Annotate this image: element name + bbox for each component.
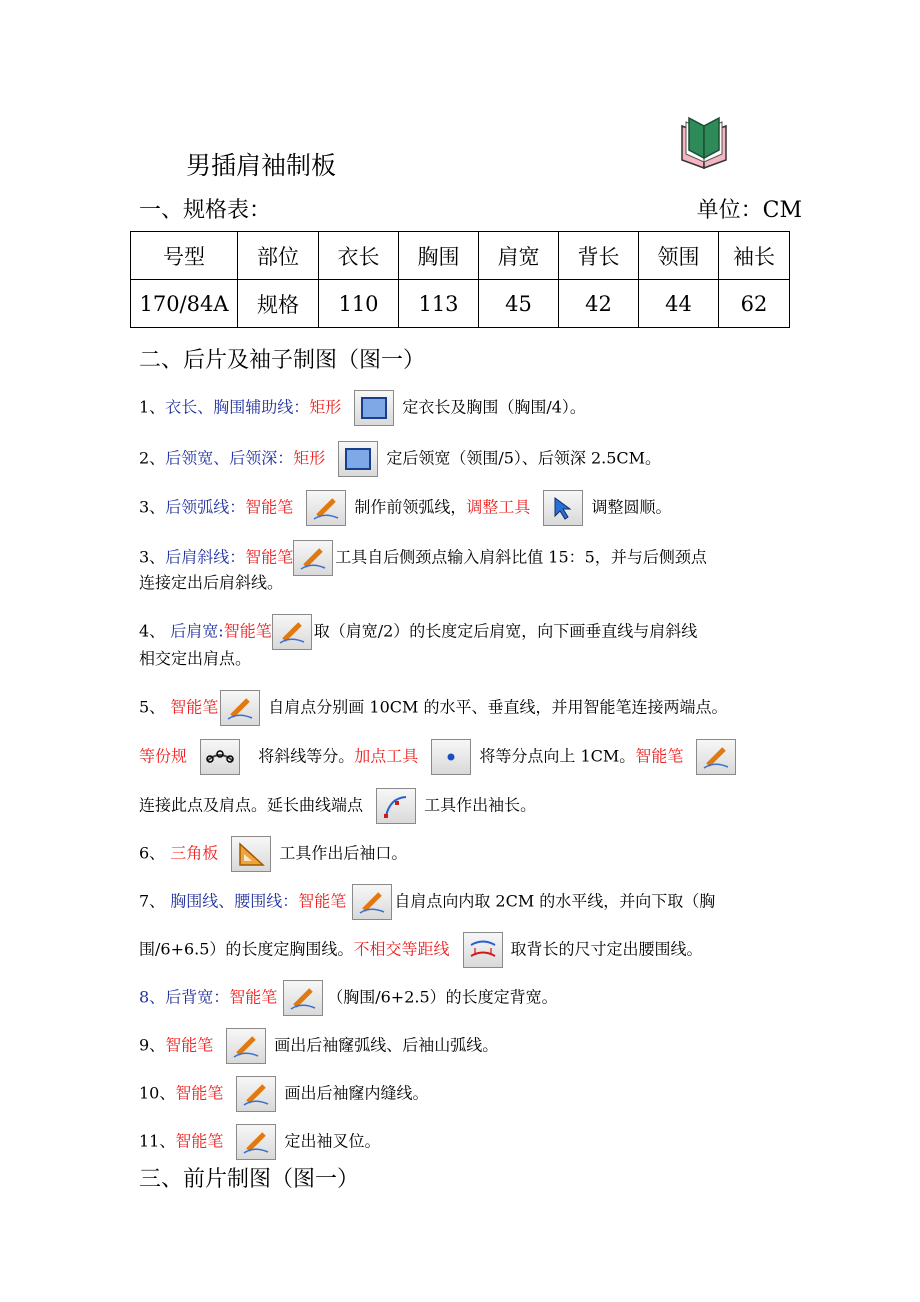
smart-pen-icon[interactable] bbox=[293, 540, 333, 576]
table-header: 部位 bbox=[238, 232, 319, 280]
extend-curve-icon[interactable] bbox=[376, 788, 416, 824]
tool-name: 三角板 bbox=[170, 843, 219, 863]
section1-heading: 一、规格表： bbox=[139, 198, 272, 223]
step-number: 8、 bbox=[139, 987, 166, 1007]
section3-heading: 三、前片制图（图一） bbox=[139, 1167, 360, 1192]
step-8 bbox=[139, 884, 715, 920]
tool-name: 加点工具 bbox=[354, 746, 419, 766]
step-number: 5、 bbox=[139, 697, 166, 717]
step-text: 取（肩宽/2）的长度定后肩宽，向下画垂直线与肩斜线 bbox=[313, 621, 698, 641]
triangle-ruler-icon[interactable] bbox=[231, 836, 271, 872]
rectangle-tool-icon[interactable] bbox=[354, 390, 394, 426]
step-5-cont: 相交定出肩点。 bbox=[139, 649, 252, 668]
step-text: 将斜线等分。 bbox=[258, 746, 355, 766]
step-text: 取背长的尺寸定出腰围线。 bbox=[510, 939, 703, 959]
step-text: 自肩点分别画 10CM 的水平、垂直线，并用智能笔连接两端点。 bbox=[268, 697, 728, 717]
table-cell: 62 bbox=[719, 280, 790, 328]
book-icon bbox=[676, 114, 734, 170]
tool-name: 智能笔 bbox=[170, 697, 219, 717]
tool-name: 智能笔 bbox=[223, 621, 272, 641]
step-part: 后领弧线： bbox=[165, 497, 246, 517]
equal-divider-icon[interactable] bbox=[200, 739, 240, 775]
step-text: 画出后袖窿内缝线。 bbox=[284, 1083, 429, 1103]
smart-pen-icon[interactable] bbox=[220, 690, 260, 726]
step-text: （胸围/6+2.5）的长度定背宽。 bbox=[327, 987, 558, 1007]
tool-name: 智能笔 bbox=[229, 987, 278, 1007]
page-title: 男插肩袖制板 bbox=[186, 151, 337, 180]
smart-pen-icon[interactable] bbox=[226, 1028, 266, 1064]
table-cell: 45 bbox=[479, 280, 559, 328]
non-intersect-offset-icon[interactable] bbox=[463, 932, 503, 968]
step-number: 11、 bbox=[139, 1131, 176, 1151]
tool-name: 等份规 bbox=[139, 746, 188, 766]
tool-name: 矩形 bbox=[309, 397, 342, 417]
step-10 bbox=[139, 1028, 498, 1064]
step-text: 工具作出后袖口。 bbox=[279, 843, 408, 863]
smart-pen-icon[interactable] bbox=[283, 980, 323, 1016]
step-6b bbox=[139, 739, 744, 775]
step-part: 胸围线、腰围线： bbox=[170, 891, 299, 911]
table-row bbox=[131, 280, 790, 328]
step-text: 定出袖叉位。 bbox=[284, 1131, 381, 1151]
tool-name: 智能笔 bbox=[245, 497, 294, 517]
step-8b bbox=[139, 932, 703, 968]
step-number: 9、 bbox=[139, 1035, 166, 1055]
table-header-row bbox=[131, 232, 790, 280]
smart-pen-icon[interactable] bbox=[272, 614, 312, 650]
step-part: 后背宽： bbox=[165, 987, 230, 1007]
table-header: 号型 bbox=[131, 232, 238, 280]
unit-label: 单位：CM bbox=[696, 198, 802, 223]
table-cell: 44 bbox=[639, 280, 719, 328]
step-2 bbox=[139, 441, 661, 477]
step-text: 工具作出袖长。 bbox=[424, 795, 537, 815]
tool-name: 智能笔 bbox=[245, 547, 294, 567]
step-number: 4、 bbox=[139, 621, 166, 641]
adjust-cursor-icon[interactable] bbox=[543, 490, 583, 526]
tool-name: 智能笔 bbox=[175, 1131, 224, 1151]
step-11 bbox=[139, 1076, 429, 1112]
step-text: 制作前领弧线， bbox=[354, 497, 467, 517]
step-part: 后肩宽: bbox=[170, 621, 224, 641]
table-header: 肩宽 bbox=[479, 232, 559, 280]
step-9 bbox=[139, 980, 558, 1016]
step-6 bbox=[139, 690, 727, 726]
step-4-cont: 连接定出后肩斜线。 bbox=[139, 573, 284, 592]
tool-name: 矩形 bbox=[293, 448, 326, 468]
table-cell: 110 bbox=[319, 280, 399, 328]
step-text: 定后领宽（领围/5）、后领深 2.5CM。 bbox=[386, 448, 662, 468]
step-7 bbox=[139, 836, 407, 872]
step-1 bbox=[139, 390, 586, 426]
step-text: 连接此点及肩点。延长曲线端点 bbox=[139, 795, 364, 815]
table-header: 袖长 bbox=[719, 232, 790, 280]
smart-pen-icon[interactable] bbox=[236, 1076, 276, 1112]
table-header: 背长 bbox=[559, 232, 639, 280]
step-number: 3、 bbox=[139, 497, 166, 517]
step-text: 将等分点向上 1CM。 bbox=[479, 746, 636, 766]
spec-table bbox=[130, 231, 790, 328]
step-number: 3、 bbox=[139, 547, 166, 567]
tool-name: 智能笔 bbox=[175, 1083, 224, 1103]
step-text: 定衣长及胸围（胸围/4）。 bbox=[402, 397, 586, 417]
tool-name: 调整工具 bbox=[466, 497, 531, 517]
step-5 bbox=[139, 614, 697, 650]
step-part: 后肩斜线： bbox=[165, 547, 246, 567]
step-part: 衣长、胸围辅助线： bbox=[165, 397, 310, 417]
smart-pen-icon[interactable] bbox=[352, 884, 392, 920]
table-cell: 113 bbox=[399, 280, 479, 328]
tool-name: 智能笔 bbox=[298, 891, 347, 911]
step-6c bbox=[139, 788, 536, 824]
smart-pen-icon[interactable] bbox=[236, 1124, 276, 1160]
tool-name: 智能笔 bbox=[165, 1035, 214, 1055]
smart-pen-icon[interactable] bbox=[696, 739, 736, 775]
add-point-icon[interactable] bbox=[431, 739, 471, 775]
smart-pen-icon[interactable] bbox=[306, 490, 346, 526]
table-header: 领围 bbox=[639, 232, 719, 280]
step-number: 6、 bbox=[139, 843, 166, 863]
table-cell: 170/84A bbox=[131, 280, 238, 328]
step-text: 画出后袖窿弧线、后袖山弧线。 bbox=[274, 1035, 499, 1055]
step-number: 10、 bbox=[139, 1083, 176, 1103]
table-cell: 42 bbox=[559, 280, 639, 328]
table-header: 衣长 bbox=[319, 232, 399, 280]
rectangle-tool-icon[interactable] bbox=[338, 441, 378, 477]
step-text: 自肩点向内取 2CM 的水平线，并向下取（胸 bbox=[394, 891, 716, 911]
step-12 bbox=[139, 1124, 381, 1160]
step-text: 工具自后侧颈点输入肩斜比值 15：5，并与后侧颈点 bbox=[335, 547, 707, 567]
table-cell: 规格 bbox=[238, 280, 319, 328]
step-number: 2、 bbox=[139, 448, 166, 468]
step-number: 1、 bbox=[139, 397, 166, 417]
tool-name: 智能笔 bbox=[635, 746, 684, 766]
section2-heading: 二、后片及袖子制图（图一） bbox=[139, 348, 426, 373]
tool-name: 不相交等距线 bbox=[353, 939, 450, 959]
step-text: 调整圆顺。 bbox=[591, 497, 672, 517]
step-part: 后领宽、后领深： bbox=[165, 448, 294, 468]
step-3 bbox=[139, 490, 671, 526]
step-number: 7、 bbox=[139, 891, 166, 911]
table-header: 胸围 bbox=[399, 232, 479, 280]
step-text: 围/6+6.5）的长度定胸围线。 bbox=[139, 939, 354, 959]
